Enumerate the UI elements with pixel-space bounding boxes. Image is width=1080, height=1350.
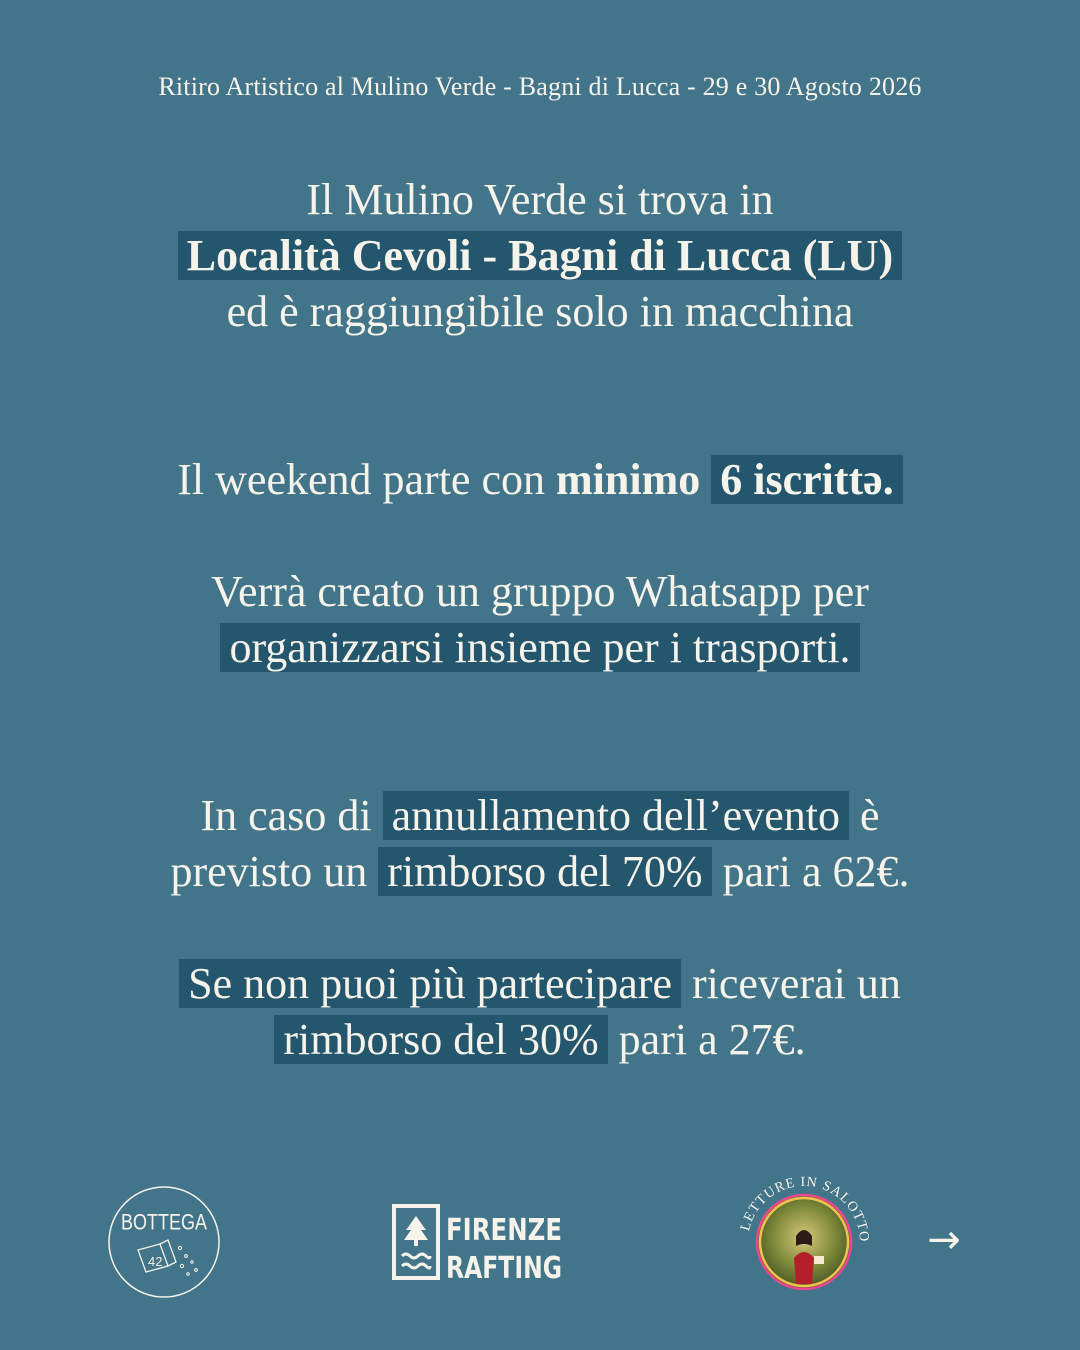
withdrawal-suffix-1: riceverai un — [680, 959, 901, 1008]
withdrawal-suffix-2: pari a 27€. — [607, 1015, 806, 1064]
cancellation-prefix-1: In caso di — [200, 791, 383, 840]
minimum-participants-block — [0, 452, 1080, 508]
cancellation-suffix-1: è — [848, 791, 880, 840]
withdrawal-highlight-2: rimborso del 30% — [274, 1015, 607, 1064]
firenze-rafting-logo — [392, 1204, 564, 1286]
withdrawal-block — [0, 956, 1080, 1068]
svg-text:FIRENZE: FIRENZE — [446, 1213, 562, 1248]
event-title: Ritiro Artistico al Mulino Verde - Bagni di Lucca - 29 e 30 Agosto 2026 — [158, 72, 922, 101]
bottega-42-logo — [108, 1186, 220, 1298]
arrow-right-icon[interactable]: → — [927, 1217, 961, 1263]
whatsapp-block — [0, 564, 1080, 676]
cancellation-highlight-2: rimborso del 70% — [378, 847, 711, 896]
minimum-prefix: Il weekend parte con — [177, 455, 556, 504]
withdrawal-highlight-1: Se non puoi più partecipare — [179, 959, 681, 1008]
location-block — [0, 172, 1080, 340]
letture-in-salotto-logo — [734, 1172, 874, 1290]
svg-text:BOTTEGA: BOTTEGA — [121, 1210, 207, 1236]
location-line-1: Il Mulino Verde si trova in — [306, 175, 774, 224]
minimum-count: 6 iscrittə. — [711, 455, 902, 504]
whatsapp-line-1: Verrà creato un gruppo Whatsapp per — [211, 567, 869, 616]
cancellation-suffix-2: pari a 62€. — [711, 847, 910, 896]
cancellation-highlight-1: annullamento dell’evento — [383, 791, 849, 840]
whatsapp-line-2: organizzarsi insieme per i trasporti. — [220, 623, 859, 672]
svg-text:RAFTING: RAFTING — [446, 1251, 562, 1286]
minimum-bold: minimo — [556, 455, 701, 504]
cancellation-prefix-2: previsto un — [170, 847, 379, 896]
svg-text:42: 42 — [148, 1254, 163, 1269]
svg-text:LETTURE IN SALOTTO: LETTURE IN SALOTTO — [738, 1174, 872, 1243]
cancellation-block — [0, 788, 1080, 900]
location-line-3: ed è raggiungibile solo in macchina — [226, 287, 854, 336]
location-address: Località Cevoli - Bagni di Lucca (LU) — [178, 231, 902, 280]
